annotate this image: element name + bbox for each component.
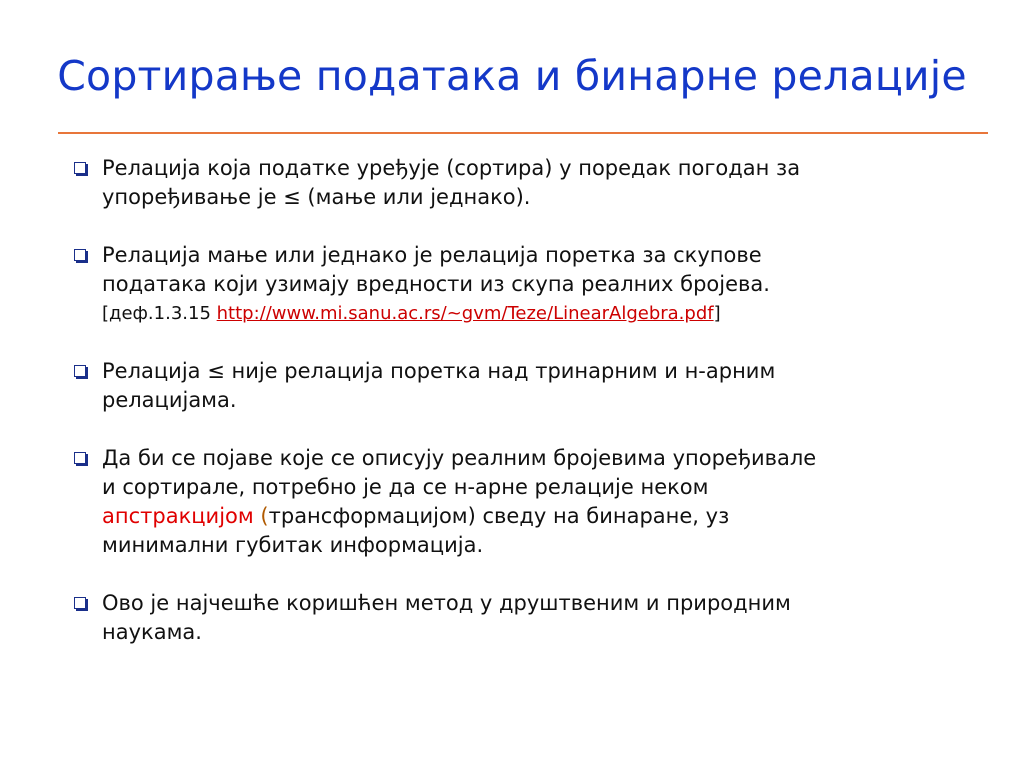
square-bullet-icon xyxy=(74,249,86,261)
square-bullet-icon xyxy=(74,365,86,377)
bullet-item-sorting-relation xyxy=(72,154,972,212)
bullet-text-line: релацијама. xyxy=(102,388,237,412)
slide-title: Сортирање података и бинарне релације xyxy=(57,52,967,100)
bullet-item-order-relation xyxy=(72,241,972,328)
abstraction-highlight: апстракцијом xyxy=(102,504,254,528)
bullet-item-abstraction xyxy=(72,444,972,560)
bullet-text-line: и сортирале, потребно је да се н-арне релације неком xyxy=(102,475,709,499)
title-divider xyxy=(58,132,988,134)
bullet-text-line: Релација ≤ није релација поретка над тринарним и н-арним xyxy=(102,359,776,383)
reference-prefix: [деф.1.3.15 xyxy=(102,303,217,324)
reference-link[interactable]: http://www.mi.sanu.ac.rs/~gvm/Teze/LinearAlgebra.pdf xyxy=(216,303,714,324)
reference-suffix: ] xyxy=(713,303,721,324)
bullet-text-line: минимални губитак информација. xyxy=(102,533,484,557)
bullet-text-line: Релација мање или једнако је релација поретка за скупове xyxy=(102,243,762,267)
bullet-text-line: упоређивање је ≤ (мање или једнако). xyxy=(102,185,531,209)
square-bullet-icon xyxy=(74,597,86,609)
bullet-text-line: наукама. xyxy=(102,620,202,644)
square-bullet-icon xyxy=(74,162,86,174)
bullet-list xyxy=(72,154,972,676)
square-bullet-icon xyxy=(74,452,86,464)
paren-open: ( xyxy=(260,504,269,528)
bullet-text-line: Да би се појаве које се описују реалним бројевима упоређивале xyxy=(102,446,817,470)
bullet-text-line: Релација која податке уређује (сортира) у поредак погодан за xyxy=(102,156,801,180)
bullet-text-line xyxy=(102,502,972,531)
bullet-text-line: Ово је најчешће коришћен метод у друштвеним и природним xyxy=(102,591,791,615)
bullet-item-nary-relations xyxy=(72,357,972,415)
bullet-text-line: података који узимају вредности из скупа реалних бројева. xyxy=(102,272,770,296)
bullet-item-common-method xyxy=(72,589,972,647)
reference-line xyxy=(102,299,972,328)
transformation-text: трансформацијом) сведу на бинаране, уз xyxy=(268,504,730,528)
